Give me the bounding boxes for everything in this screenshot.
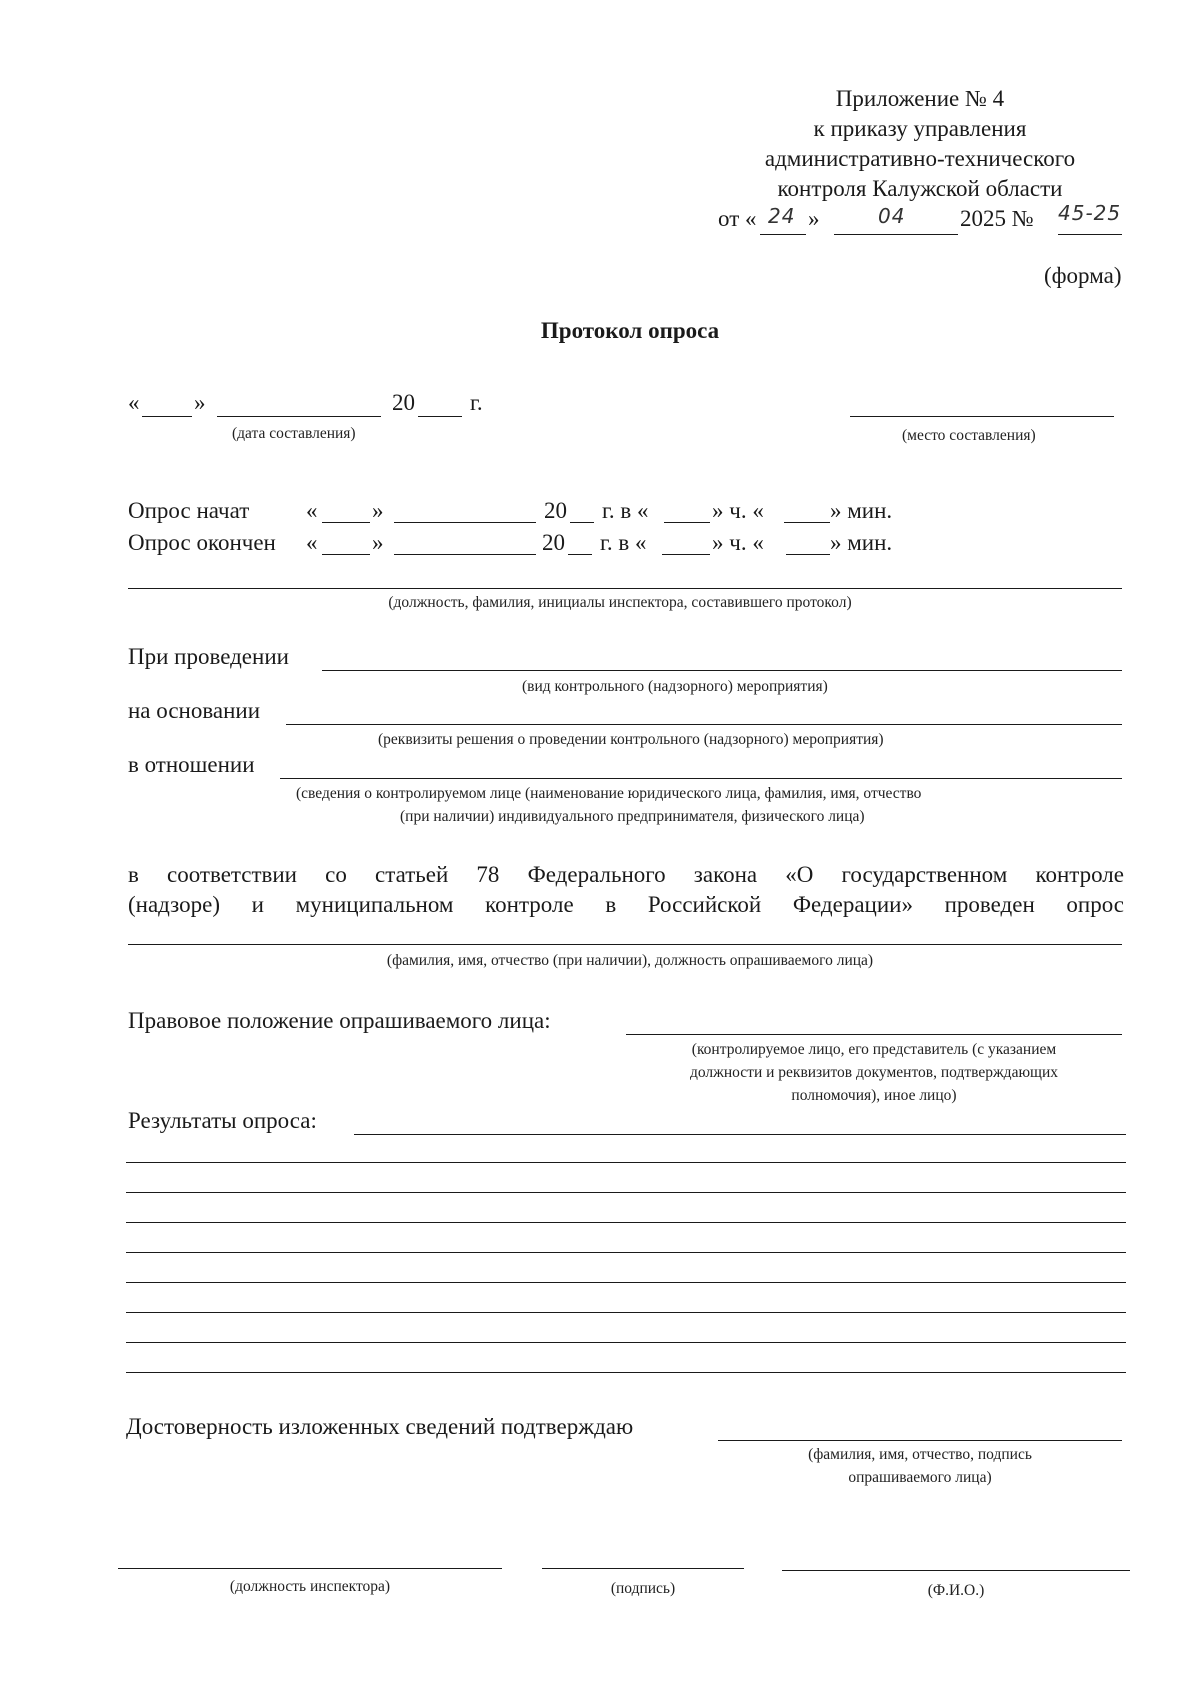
start-gv: г. в « <box>602 498 649 523</box>
order-day-line <box>760 234 806 235</box>
end-minute-line <box>786 554 830 555</box>
header-region: контроля Калужской области <box>777 176 1063 201</box>
order-mid: » <box>808 206 820 231</box>
regarding-hint-2: (при наличии) индивидуального предпринимателя, физического лица) <box>400 808 865 825</box>
end-label: Опрос окончен <box>128 530 276 555</box>
confirm-label: Достоверность изложенных сведений подтверждаю <box>126 1414 634 1439</box>
start-day-open: « <box>306 498 318 523</box>
legal-status-hint-2: должности и реквизитов документов, подтверждающих <box>689 1064 1059 1081</box>
start-label: Опрос начат <box>128 498 250 523</box>
order-day-handwritten: 24 <box>768 204 796 228</box>
results-line-9 <box>126 1372 1126 1373</box>
page-title: Протокол опроса <box>540 318 720 343</box>
header-department: административно-технического <box>764 146 1076 171</box>
law-line-2: (надзоре) и муниципальном контроле в Российской Федерации» проведен опрос <box>128 892 1124 917</box>
confirm-hint-1: (фамилия, имя, отчество, подпись <box>808 1446 1032 1463</box>
sign-signature-line <box>542 1568 744 1569</box>
place-hint: (место составления) <box>902 427 1036 444</box>
order-prefix: от « <box>718 206 757 231</box>
start-day-line <box>322 522 370 523</box>
conduct-label: При проведении <box>128 644 289 669</box>
order-month-handwritten: 04 <box>878 204 906 228</box>
start-year-line <box>570 522 594 523</box>
legal-status-line <box>626 1034 1122 1035</box>
results-line-6 <box>126 1282 1126 1283</box>
start-year: 20 <box>544 498 567 523</box>
order-number-handwritten: 45-25 <box>1058 201 1122 225</box>
date-open-quote: « <box>128 390 140 415</box>
end-day-open: « <box>306 530 318 555</box>
inspector-hint: (должность, фамилия, инициалы инспектора, составившего протокол) <box>388 594 852 611</box>
law-line-1: в соответствии со статьей 78 Федерального закона «О государственном контроле <box>128 862 1124 887</box>
results-line-4 <box>126 1222 1126 1223</box>
respondent-hint: (фамилия, имя, отчество (при наличии), должность опрашиваемого лица) <box>386 952 874 969</box>
date-hint: (дата составления) <box>232 425 356 442</box>
date-year-line <box>418 416 462 417</box>
basis-line <box>286 724 1122 725</box>
results-line-1 <box>354 1134 1126 1135</box>
end-day-close: » <box>372 530 384 555</box>
results-line-3 <box>126 1192 1126 1193</box>
start-hour: » ч. « <box>712 498 764 523</box>
sign-position-hint: (должность инспектора) <box>229 1578 391 1595</box>
start-day-close: » <box>372 498 384 523</box>
end-gv: г. в « <box>600 530 647 555</box>
regarding-hint-1: (сведения о контролируемом лице (наименование юридического лица, фамилия, имя, отчество <box>296 785 922 802</box>
confirm-line <box>718 1440 1122 1441</box>
start-month-line <box>394 522 536 523</box>
start-minute: » мин. <box>830 498 893 523</box>
conduct-line <box>322 670 1122 671</box>
end-year: 20 <box>542 530 565 555</box>
header-appendix: Приложение № 4 <box>835 86 1005 111</box>
date-close-quote: » <box>194 390 206 415</box>
sign-position-line <box>118 1568 502 1569</box>
results-line-5 <box>126 1252 1126 1253</box>
results-label: Результаты опроса: <box>128 1108 317 1133</box>
end-minute: » мин. <box>830 530 893 555</box>
legal-status-hint-3: полномочия), иное лицо) <box>791 1087 957 1104</box>
confirm-hint-2: опрашиваемого лица) <box>848 1469 992 1486</box>
sign-name-hint: (Ф.И.О.) <box>927 1582 985 1599</box>
end-year-line <box>568 554 592 555</box>
regarding-label: в отношении <box>128 752 255 777</box>
inspector-line <box>128 588 1122 589</box>
date-year-suffix: г. <box>470 390 483 415</box>
order-number-line <box>1058 234 1122 235</box>
results-line-8 <box>126 1342 1126 1343</box>
respondent-line <box>128 944 1122 945</box>
conduct-hint: (вид контрольного (надзорного) мероприятия) <box>522 678 828 695</box>
form-label: (форма) <box>1044 263 1122 288</box>
results-line-2 <box>126 1162 1126 1163</box>
results-line-7 <box>126 1312 1126 1313</box>
legal-status-hint-1: (контролируемое лицо, его представитель (с указанием <box>691 1041 1057 1058</box>
basis-label: на основании <box>128 698 261 723</box>
end-day-line <box>322 554 370 555</box>
place-line <box>850 416 1114 417</box>
start-hour-line <box>664 522 710 523</box>
sign-name-line <box>782 1570 1130 1571</box>
end-month-line <box>394 554 536 555</box>
regarding-line <box>280 778 1122 779</box>
sign-signature-hint: (подпись) <box>610 1580 676 1597</box>
date-month-line <box>217 416 381 417</box>
date-day-line <box>142 416 192 417</box>
end-hour-line <box>662 554 710 555</box>
end-hour: » ч. « <box>712 530 764 555</box>
date-year-prefix: 20 <box>392 390 415 415</box>
legal-status-label: Правовое положение опрашиваемого лица: <box>128 1008 551 1033</box>
header-order-ref: к приказу управления <box>813 116 1027 141</box>
order-year: 2025 № <box>960 206 1034 231</box>
order-month-line <box>834 234 958 235</box>
basis-hint: (реквизиты решения о проведении контрольного (надзорного) мероприятия) <box>378 731 884 748</box>
start-minute-line <box>784 522 830 523</box>
